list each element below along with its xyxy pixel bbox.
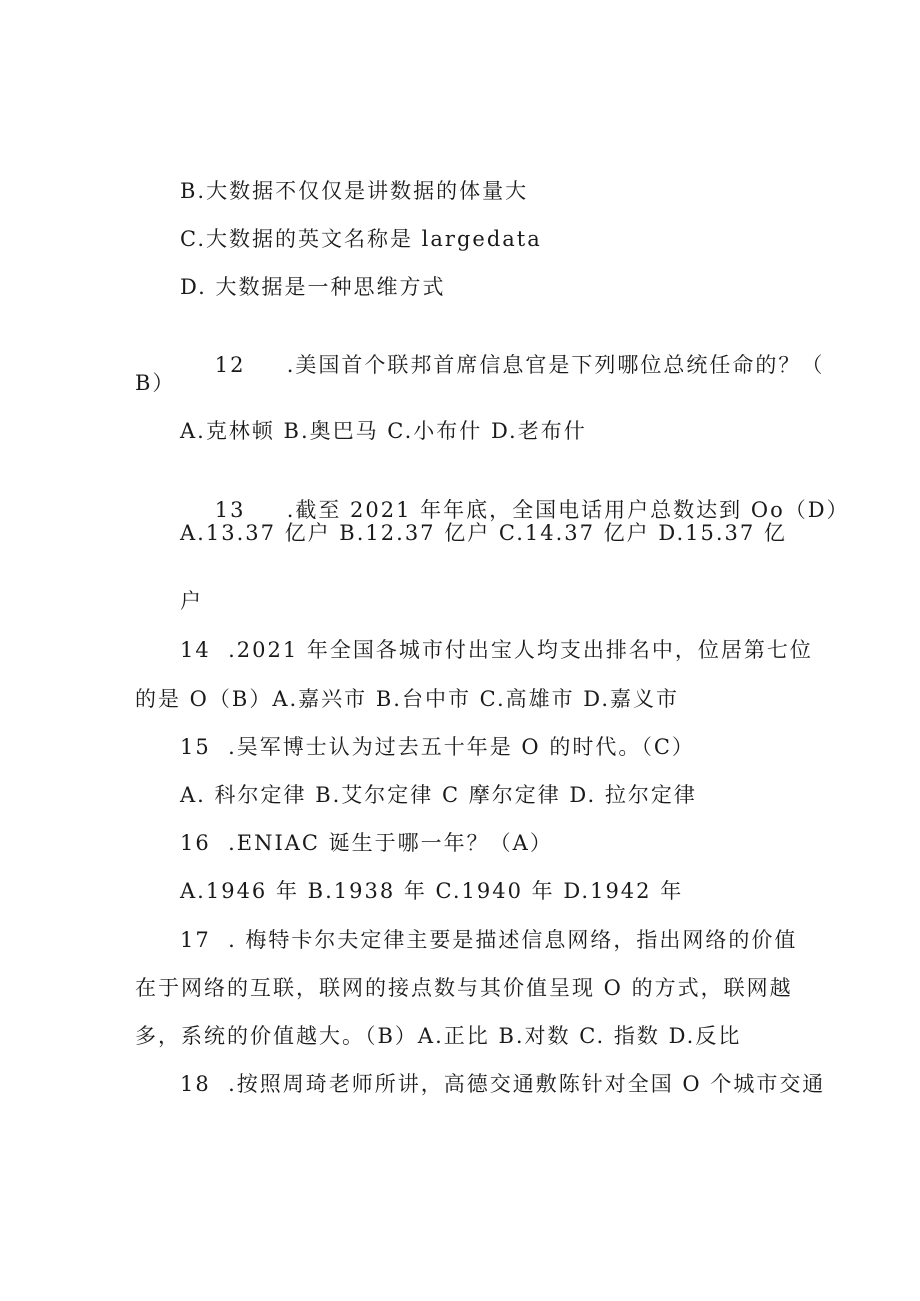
question-text: .美国首个联邦首席信息官是下列哪位总统任命的？（ (286, 353, 825, 377)
question-15: 15 .吴军博士认为过去五十年是 O 的时代。（C） (180, 735, 695, 759)
question-16-options: A.1946 年 B.1938 年 C.1940 年 D.1942 年 (180, 879, 684, 903)
question-number: 12 (214, 353, 246, 377)
question-17-line-2: 在于网络的互联，联网的接点数与其价值呈现 O 的方式，联网越 (135, 976, 793, 1000)
question-number: 13 (214, 498, 246, 522)
question-15-options: A. 科尔定律 B.艾尔定律 C 摩尔定律 D. 拉尔定律 (180, 783, 697, 807)
question-text: .截至 2021 年年底，全国电话用户总数达到 Oo（D） (286, 498, 850, 522)
question-12 (180, 320, 824, 410)
option-c-line: C.大数据的英文名称是 largedata (180, 227, 542, 251)
question-14-line-2: 的是 O（B）A.嘉兴市 B.台中市 C.高雄市 D.嘉义市 (135, 687, 680, 711)
question-16: 16 .ENIAC 诞生于哪一年？（A） (180, 831, 553, 855)
question-12-continuation: B） (135, 371, 176, 395)
question-13-options-continuation: 户 (180, 589, 203, 613)
option-d-line: D. 大数据是一种思维方式 (180, 275, 446, 299)
question-18-line-1: 18 .按照周琦老师所讲，高德交通敷陈针对全国 O 个城市交通 (180, 1072, 826, 1096)
question-17-line-1: 17 . 梅特卡尔夫定律主要是描述信息网络，指出网络的价值 (180, 928, 798, 952)
option-b-line: B.大数据不仅仅是讲数据的体量大 (180, 179, 529, 203)
question-14-line-1: 14 .2021 年全国各城市付出宝人均支出排名中，位居第七位 (180, 638, 813, 662)
question-17-line-3: 多，系统的价值越大。（B）A.正比 B.对数 C. 指数 D.反比 (135, 1024, 742, 1048)
question-13-options: A.13.37 亿户 B.12.37 亿户 C.14.37 亿户 D.15.37 亿 (180, 521, 787, 545)
question-12-options: A.克林顿 B.奥巴马 C.小布什 D.老布什 (180, 419, 587, 443)
